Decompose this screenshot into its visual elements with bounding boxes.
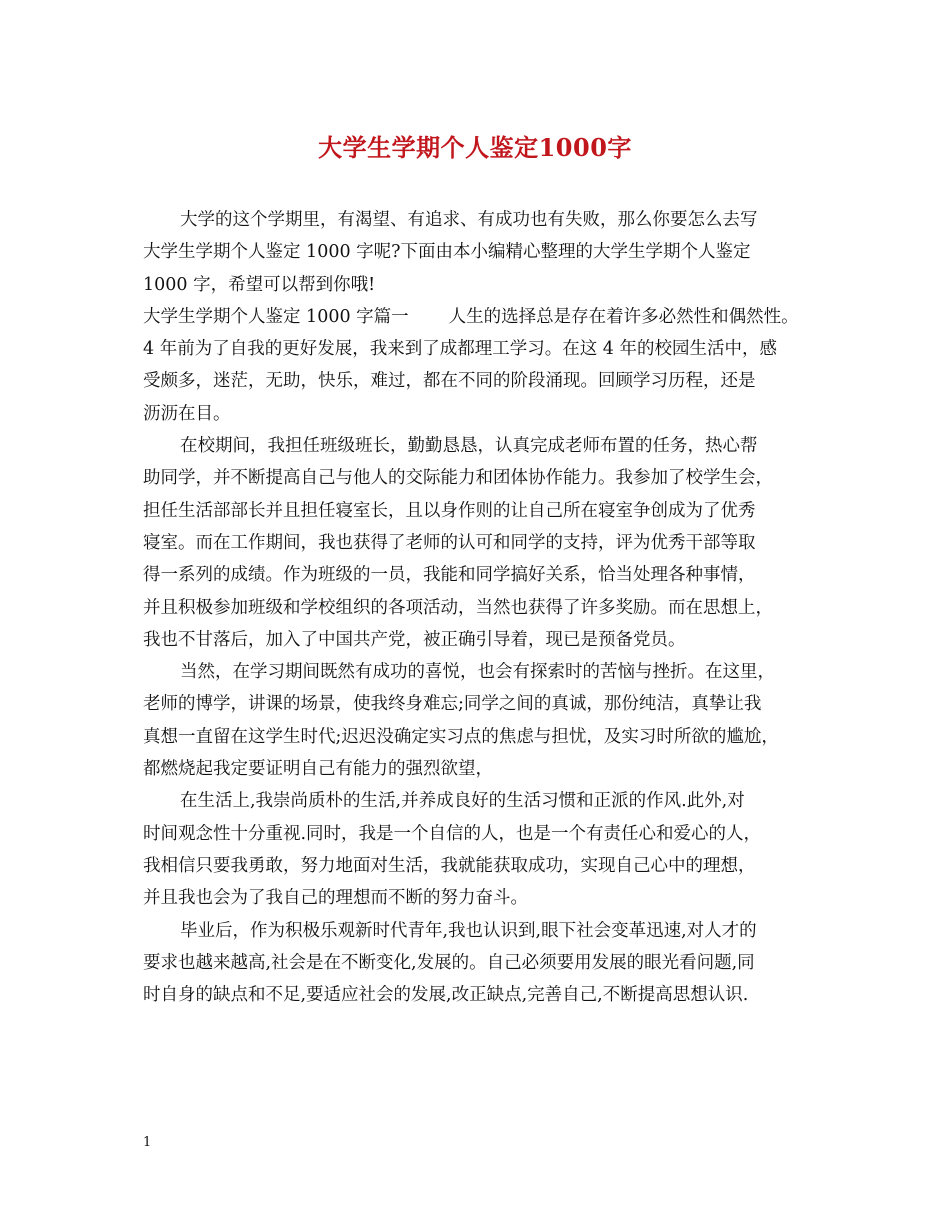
text-line: 我相信只要我勇敢，努力地面对生活，我就能获取成功，实现自己心中的理想， [143, 855, 756, 876]
text-line: 毕业后，作为积极乐观新时代青年,我也认识到,眼下社会变革迅速,对人才的 [180, 920, 757, 941]
document-body [143, 204, 813, 1011]
text-line: 在生活上,我崇尚质朴的生活,并养成良好的生活习惯和正派的作风.此外,对 [180, 791, 745, 812]
text-line: 受颇多，迷茫，无助，快乐，难过，都在不同的阶段涌现。回顾学习历程，还是 [143, 371, 756, 392]
text-line: 1000 字，希望可以帮到你哦! [143, 274, 376, 295]
text-line: 时自身的缺点和不足,要适应社会的发展,改正缺点,完善自己,不断提高思想认识. [143, 985, 749, 1006]
text-line: 大学的这个学期里，有渴望、有追求、有成功也有失败，那么你要怎么去写 [180, 210, 758, 230]
text-line: 并且积极参加班级和学校组织的各项活动，当然也获得了许多奖励。而在思想上， [143, 597, 773, 618]
text-line: 4 年前为了自我的更好发展，我来到了成都理工学习。在这 4 年的校园生活中，感 [143, 339, 777, 360]
text-line: 助同学，并不断提高自己与他人的交际能力和团体协作能力。我参加了校学生会， [143, 468, 773, 489]
text-line [143, 301, 813, 333]
text-line: 寝室。而在工作期间，我也获得了老师的认可和同学的支持，评为优秀干部等取 [143, 532, 756, 553]
text-line: 得一系列的成绩。作为班级的一员，我能和同学搞好关系，恰当处理各种事情， [143, 565, 756, 586]
page-number: 1 [143, 1135, 152, 1150]
text-line: 大学生学期个人鉴定 1000 字呢?下面由本小编精心整理的大学生学期个人鉴定 [143, 242, 751, 263]
text-line: 时间观念性十分重视.同时，我是一个自信的人，也是一个有责任心和爱心的人， [143, 823, 762, 844]
text-line: 担任生活部部长并且担任寝室长，且以身作则的让自己所在寝室争创成为了优秀 [143, 500, 756, 521]
text-line: 当然，在学习期间既然有成功的喜悦，也会有探索时的苦恼与挫折。在这里， [180, 662, 775, 683]
section-intro-text: 人生的选择总是存在着许多必然性和偶然性。 [448, 306, 799, 327]
text-line: 沥沥在目。 [143, 403, 231, 424]
text-line: 在校期间，我担任班级班长，勤勤恳恳，认真完成老师布置的任务，热心帮 [180, 436, 758, 457]
section-heading: 大学生学期个人鉴定 1000 字篇一 [143, 306, 409, 327]
text-line: 我也不甘落后，加入了中国共产党，被正确引导着，现已是预备党员。 [143, 629, 686, 650]
text-line: 老师的博学，讲课的场景，使我终身难忘;同学之间的真诚，那份纯洁，真挚让我 [143, 694, 762, 715]
text-line: 要求也越来越高,社会是在不断变化,发展的。自己必须要用发展的眼光看问题,同 [143, 952, 755, 973]
text-line: 并且我也会为了我自己的理想而不断的努力奋斗。 [143, 888, 528, 909]
text-line: 都燃烧起我定要证明自己有能力的强烈欲望， [143, 759, 493, 780]
document-title: 大学生学期个人鉴定1000字 [318, 133, 632, 162]
text-line: 真想一直留在这学生时代;迟迟没确定实习点的焦虑与担忧，及实习时所欲的尴尬， [143, 726, 779, 747]
